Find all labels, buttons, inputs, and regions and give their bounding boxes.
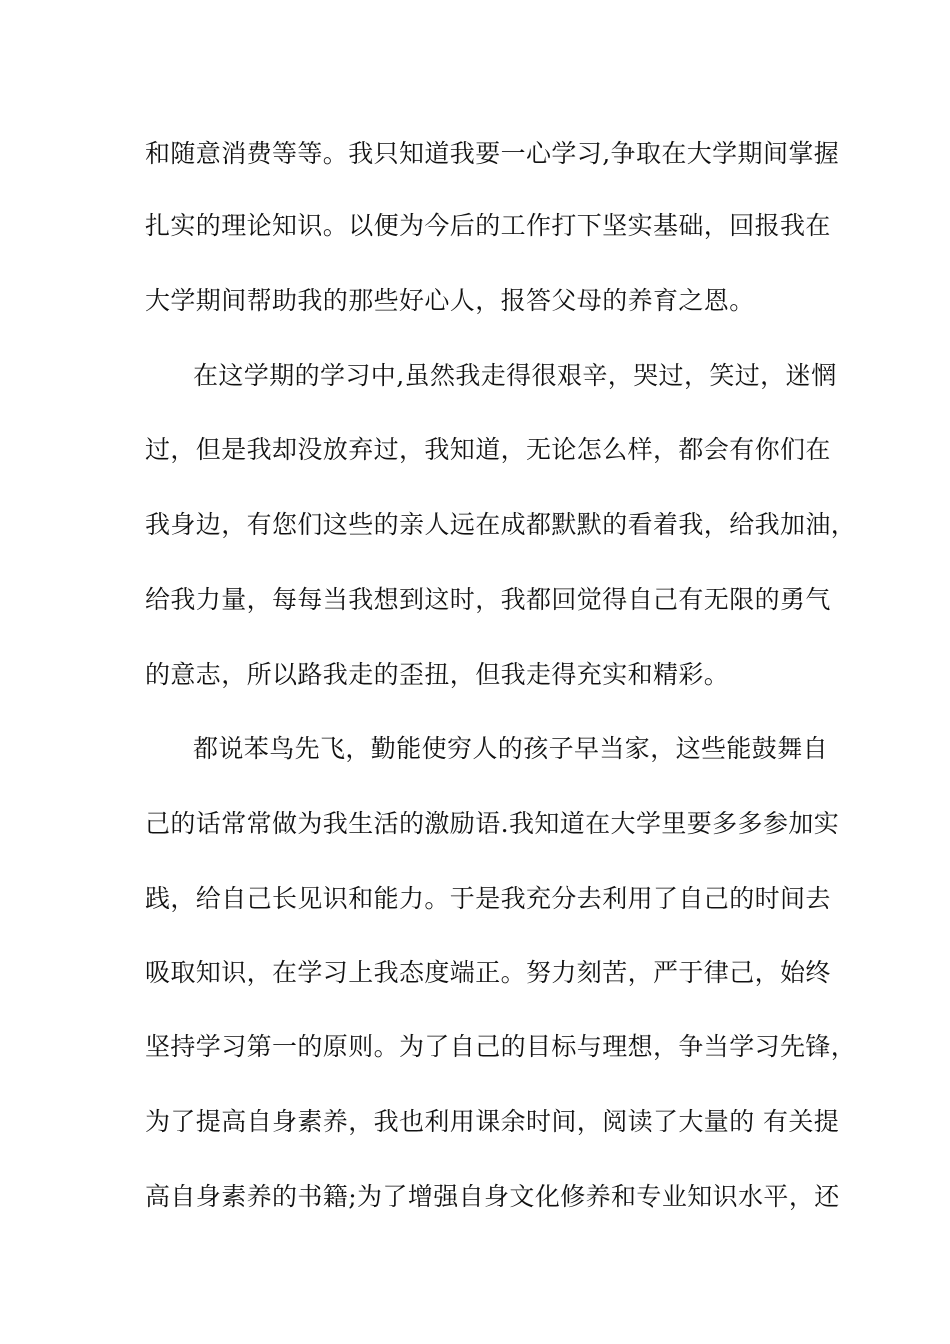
text-line: 我身边，有您们这些的亲人远在成都默默的看着我，给我加油，: [145, 510, 857, 539]
text-line: 大学期间帮助我的那些好心人，报答父母的养育之恩。: [145, 286, 755, 315]
text-line: 扎实的理论知识。以便为今后的工作打下坚实基础，回报我在: [145, 211, 831, 240]
text-line: 过，但是我却没放弃过，我知道，无论怎么样，都会有你们在: [145, 435, 831, 464]
text-line: 坚持学习第一的原则。为了自己的目标与理想，争当学习先锋，: [145, 1032, 857, 1061]
paragraph-start-line: 都说苯鸟先飞，勤能使穷人的孩子早当家，这些能鼓舞自: [193, 734, 829, 763]
text-line: 给我力量，每每当我想到这时，我都回觉得自己有无限的勇气: [145, 585, 831, 614]
text-line: 吸取知识，在学习上我态度端正。努力刻苦，严于律己，始终: [145, 958, 831, 987]
text-line: 践，给自己长见识和能力。于是我充分去利用了自己的时间去: [145, 884, 831, 913]
text-line: 为了提高自身素养，我也利用课余时间，阅读了大量的 有关提: [145, 1107, 840, 1136]
text-line: 己的话常常做为我生活的激励语.我知道在大学里要多多参加实: [145, 809, 840, 838]
text-line: 和随意消费等等。我只知道我要一心学习,争取在大学期间掌握: [145, 139, 840, 168]
text-line: 的意志，所以路我走的歪扭，但我走得充实和精彩。: [145, 660, 730, 689]
paragraph-start-line: 在这学期的学习中,虽然我走得很艰辛，哭过，笑过，迷惘: [193, 361, 837, 390]
text-line: 高自身素养的书籍;为了增强自身文化修养和专业知识水平，还: [145, 1182, 840, 1211]
